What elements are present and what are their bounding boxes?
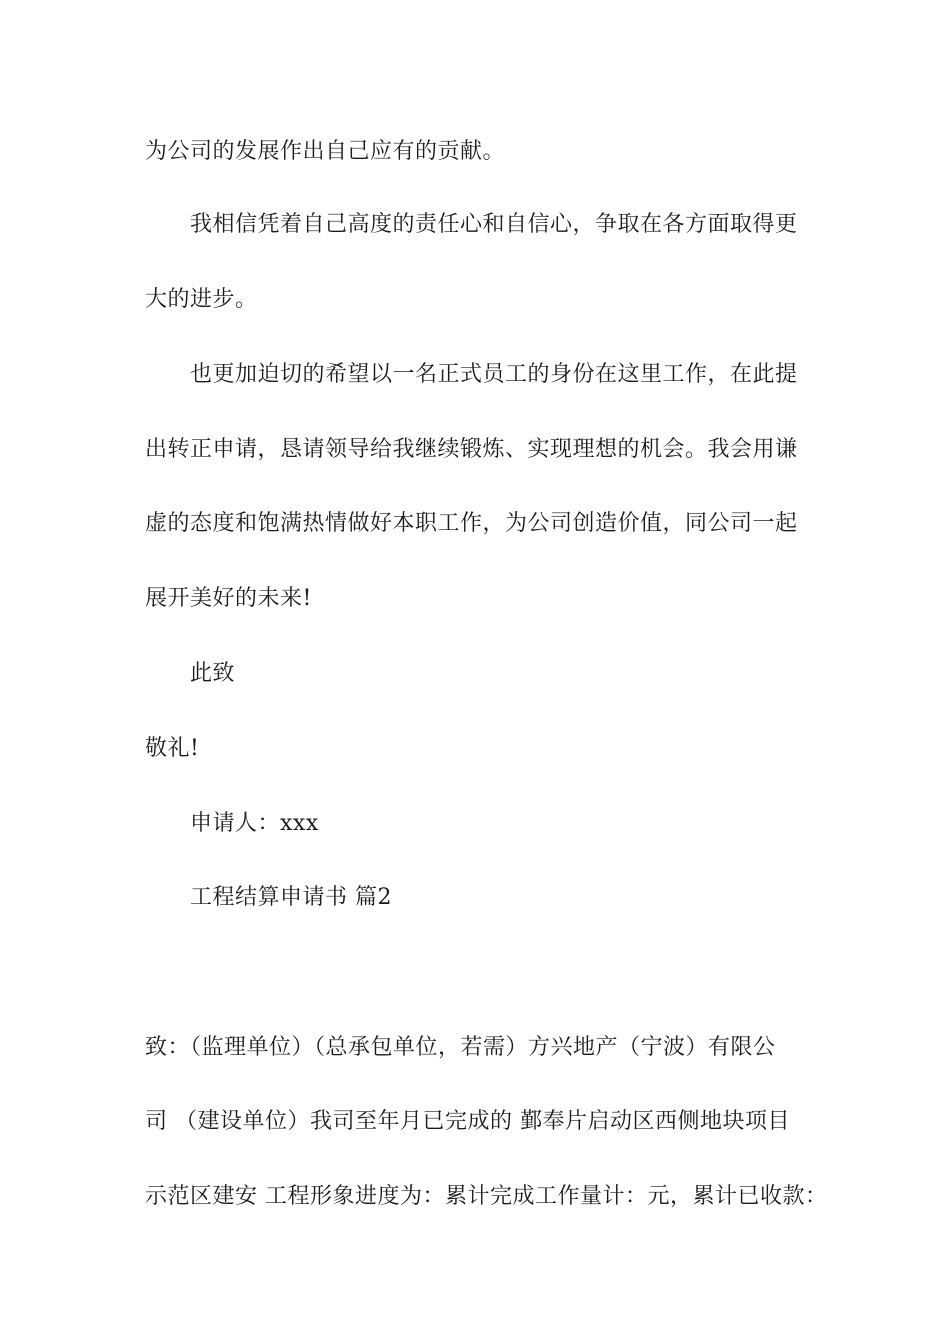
- applicant-signature: 申请人：xxx: [190, 811, 319, 836]
- salutation-regards: 敬礼!: [145, 736, 200, 761]
- salutation-closing: 此致: [190, 661, 236, 686]
- text-line: 大的进步。: [145, 287, 258, 312]
- section-heading: 工程结算申请书 篇2: [190, 885, 392, 910]
- text-line: 我相信凭着自己高度的责任心和自信心，争取在各方面取得更: [190, 212, 798, 237]
- text-line: 示范区建安 工程形象进度为：累计完成工作量计：元，累计已收款：: [145, 1184, 828, 1209]
- text-line: 展开美好的未来!: [145, 586, 312, 611]
- text-line: 司 （建设单位）我司至年月已完成的 鄞奉片启动区西侧地块项目: [145, 1109, 790, 1134]
- text-line: 虚的态度和饱满热情做好本职工作，为公司创造价值，同公司一起: [145, 511, 798, 536]
- text-line: 也更加迫切的希望以一名正式员工的身份在这里工作，在此提: [190, 362, 798, 387]
- text-line: 出转正申请，恳请领导给我继续锻炼、实现理想的机会。我会用谦: [145, 437, 798, 462]
- text-line: 为公司的发展作出自己应有的贡献。: [145, 139, 506, 164]
- text-line: 致：（监理单位）（总承包单位，若需）方兴地产（宁波）有限公: [145, 1035, 776, 1060]
